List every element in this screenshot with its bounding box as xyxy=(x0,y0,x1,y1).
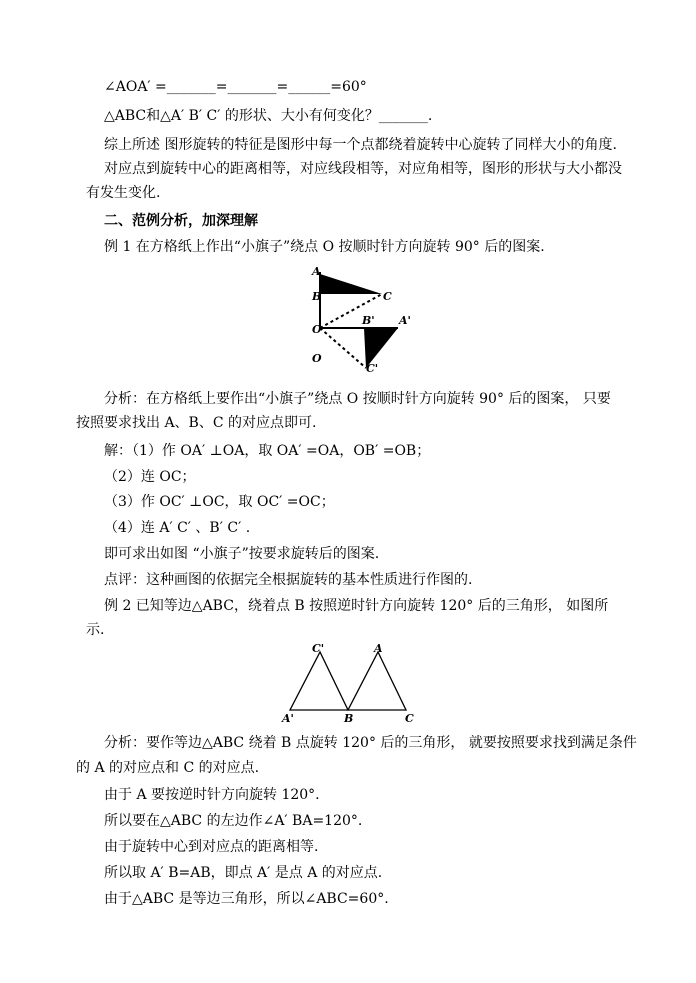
reason-line-5: 由于△ABC 是等边三角形，所以∠ABC=60°. xyxy=(104,891,389,907)
analysis-1-line-1: 分析：在方格纸上要作出“小旗子”绕点 O 按顺时针方向旋转 90° 后的图案， 只要 xyxy=(104,391,611,407)
segment-OC-prime-dashed xyxy=(320,328,366,368)
figure-triangle-rotation xyxy=(278,640,428,726)
comment-line: 点评：这种画图的依据完全根据旋转的基本性质进行作图的. xyxy=(104,572,473,588)
label-B: B xyxy=(344,712,354,725)
summary-line-1: 综上所述 图形旋转的特征是图形中每一个点都绕着旋转中心旋转了同样大小的角度. xyxy=(104,137,617,153)
label-A: A xyxy=(374,642,383,655)
label-A-prime: A' xyxy=(282,712,294,725)
shape-change-question: △ABC和△A′ B′ C′ 的形状、大小有何变化？_______. xyxy=(104,108,433,124)
angle-equation-line: ∠AOA′ =_______=_______=______=60° xyxy=(104,79,367,95)
reason-line-2: 所以要在△ABC 的左边作∠A′ BA=120°. xyxy=(104,813,363,829)
solution-conclusion: 即可求出如图 “小旗子”按要求旋转后的图案. xyxy=(104,546,380,562)
analysis-2-line-2: 的 A 的对应点和 C 的对应点. xyxy=(76,760,260,776)
label-B-prime: B' xyxy=(362,314,375,327)
summary-line-3: 有发生变化. xyxy=(86,185,161,201)
analysis-1-line-2: 按照要求找出 A、B、C 的对应点即可. xyxy=(76,415,317,431)
label-O-lower: O xyxy=(312,352,322,365)
label-C-prime: C' xyxy=(366,362,379,375)
example-1-statement: 例 1 在方格纸上作出“小旗子”绕点 O 按顺时针方向旋转 90° 后的图案. xyxy=(104,239,545,255)
solution-step-4: （4）连 A′ C′ 、B′ C′ . xyxy=(104,520,251,536)
solution-step-1: 解：（1）作 OA′ ⊥OA，取 OA′ =OA，OB′ =OB； xyxy=(104,443,431,459)
reason-line-3: 由于旋转中心到对应点的距离相等. xyxy=(104,839,319,855)
label-O: O xyxy=(312,323,322,336)
solution-step-2: （2）连 OC； xyxy=(104,469,196,485)
reason-line-1: 由于 A 要按逆时针方向旋转 120°. xyxy=(104,787,320,803)
section-heading: 二、范例分析，加深理解 xyxy=(104,213,258,229)
solution-step-3: （3）作 OC′ ⊥OC，取 OC′ =OC； xyxy=(104,494,335,510)
triangle-rotated xyxy=(290,652,348,710)
label-B: B xyxy=(312,290,322,303)
label-A: A xyxy=(312,265,321,278)
example-2-line-1: 例 2 已知等边△ABC，绕着点 B 按照逆时针方向旋转 120° 后的三角形， 如图所 xyxy=(104,598,609,614)
label-A-prime: A' xyxy=(399,314,411,327)
triangle-original xyxy=(348,652,406,710)
flag-triangle-original xyxy=(320,274,382,294)
label-C: C xyxy=(383,290,392,303)
analysis-2-line-1: 分析：要作等边△ABC 绕着 B 点旋转 120° 后的三角形， 就要按照要求找到满足条件 xyxy=(104,735,637,751)
example-2-line-2: 示. xyxy=(86,622,105,638)
label-C: C xyxy=(405,712,414,725)
reason-line-4: 所以取 A′ B=AB，即点 A′ 是点 A 的对应点. xyxy=(104,865,383,881)
figure-flag-rotation xyxy=(300,262,420,377)
summary-line-2: 对应点到旋转中心的距离相等，对应线段相等，对应角相等，图形的形状与大小都没 xyxy=(104,161,622,177)
label-C-prime: C' xyxy=(312,642,325,655)
